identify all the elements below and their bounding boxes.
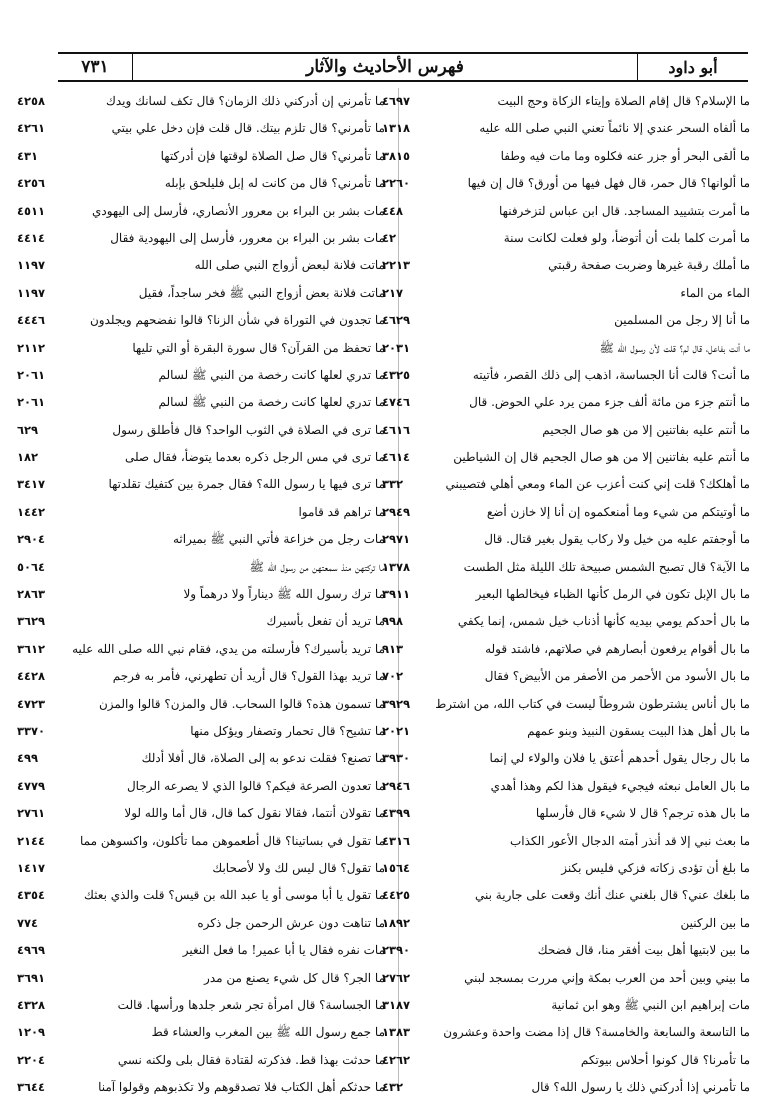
index-entry (382, 307, 750, 334)
hadith-number: ٤٣٢٨ (17, 997, 46, 1012)
hadith-text: ما تشيح؟ قال تحمار وتصفار ويؤكل منها (190, 723, 385, 738)
hadith-text: مات نفره فقال يا أبا عمير! ما فعل النغير (182, 943, 385, 958)
hadith-text: ما التاسعة والسابعة والخامسة؟ قال إذا مضت واحدة وعشرون (443, 1025, 750, 1040)
hadith-number: ٤٢٦٢ (382, 1052, 411, 1067)
index-entry (382, 608, 750, 635)
hadith-number: ٥٠٦٤ (17, 559, 46, 574)
hadith-number: ٢٢٠٤ (17, 1052, 46, 1067)
hadith-text: ما أهلكك؟ قلت إني كنت أعزب عن الماء ومعي أهلي فتصيبني (445, 477, 750, 492)
hadith-text: ما تقول يا أبا موسى أو يا عبد الله بن قيس؟ قلت والذي بعثك (84, 888, 385, 903)
hadith-number: ٩١٣ (382, 641, 404, 656)
hadith-number: ٤٦١٤ (382, 450, 411, 465)
index-entry (17, 1074, 385, 1101)
book-name: أبو داود (637, 54, 748, 80)
hadith-text: ما تأمرني إن أدركني ذلك الزمان؟ قال تكف لسانك ويدك (105, 94, 385, 108)
index-entry (382, 417, 750, 444)
index-entry (17, 855, 385, 882)
hadith-text: ما أملك رقبة غيرها وضربت صفحة رقبتي (548, 258, 750, 273)
index-entry (17, 554, 385, 581)
hadith-text: ما تصنع؟ فقلت ندعو به إلى الصلاة، قال أفلا أدلك (141, 751, 385, 766)
hadith-text: ما بال أناس يشترطون شروطاً ليست في كتاب الله، من اشترط (435, 696, 750, 711)
hadith-number: ٢٩٠٤ (17, 532, 46, 547)
hadith-text: ما تأمرني؟ قال تلزم بيتك. قال قلت فإن دخل علي بيتي (111, 121, 385, 136)
hadith-number: ٤٢٦١ (17, 121, 46, 136)
hadith-text: الماء من الماء (680, 285, 750, 300)
index-entry (17, 992, 385, 1019)
hadith-number: ٢١١٢ (17, 340, 46, 355)
index-entry (382, 252, 750, 279)
index-entry (17, 663, 385, 690)
hadith-number: ٤٧٧٩ (17, 778, 46, 793)
page-number: ٧٣١ (58, 54, 133, 80)
hadith-text: مات بشر بن البراء بن معرور الأنصاري، فأرسل إلى اليهودي (91, 203, 385, 218)
hadith-text: ما بال هذه ترجم؟ قال لا شيء قال فأرسلها (535, 806, 750, 821)
hadith-number: ٤٧٤٦ (382, 395, 411, 410)
index-entry (17, 965, 385, 992)
index-entry (382, 965, 750, 992)
index-entry (382, 389, 750, 416)
hadith-text: ما بال رجال يقول أحدهم أعتق يا فلان والولاء لي إنما (489, 751, 750, 766)
hadith-text: ما أوتيتكم من شيء وما أمنعكموه إن أنا إلا خازن أضع (486, 504, 750, 519)
hadith-text: ما بيني وبين أحد من العرب بمكة وإني مررت بمسجد لبني (464, 970, 750, 985)
hadith-number: ٦٢٩ (17, 422, 39, 437)
hadith-number: ٢٠٦١ (17, 367, 46, 382)
hadith-number: ١٣١٨ (382, 121, 411, 136)
hadith-number: ٤٢ (382, 230, 397, 245)
index-entry (382, 1019, 750, 1046)
hadith-number: ٤٦١٦ (382, 422, 411, 437)
hadith-number: ٣٩٣٠ (382, 751, 411, 766)
hadith-text: ما تأمرنا؟ قال كونوا أحلاس بيوتكم (580, 1052, 750, 1067)
hadith-text: ما ترى فيها يا رسول الله؟ فقال جمرة بين كتفيك تقلدتها (108, 477, 385, 492)
hadith-number: ٣٦٢٩ (17, 614, 46, 629)
index-entry (17, 471, 385, 498)
index-entry (17, 444, 385, 471)
index-entry (382, 280, 750, 307)
index-entry (382, 198, 750, 225)
hadith-text: ما بال الإبل تكون في الرمل كأنها الظباء فيخالطها البعير (475, 587, 750, 602)
hadith-number: ٢١٧ (382, 285, 404, 300)
hadith-text: ما بلغ أن تؤدى زكاته فزكي فليس بكنز (561, 860, 750, 875)
hadith-number: ٤٢٥٨ (17, 94, 46, 108)
index-entry (382, 745, 750, 772)
index-entry (382, 855, 750, 882)
hadith-text: ما تريد أن تفعل بأسيرك (266, 614, 385, 629)
hadith-text: ما ألوانها؟ قال حمر، قال فهل فيها من أورق؟ قال إن فيها (467, 176, 750, 191)
index-entry (17, 362, 385, 389)
hadith-number: ٢٠٦١ (17, 395, 46, 410)
hadith-text: ماتت فلانة بعض أزواج النبي ﷺ فخر ساجداً، فقيل (138, 285, 385, 300)
index-entry (382, 88, 750, 115)
hadith-number: ٤٤١٤ (17, 230, 46, 245)
hadith-number: ٤٤٨ (382, 203, 404, 218)
hadith-text: ما تريد بهذا القول؟ قال أريد أن تطهرني، فأمر به فرجم (112, 669, 385, 684)
hadith-text: ما تجدون في التوراة في شأن الزنا؟ قالوا نفضحهم ويجلدون (89, 313, 385, 328)
hadith-number: ٤٥١١ (17, 203, 46, 218)
hadith-number: ٣٦١٢ (17, 641, 46, 656)
hadith-text: ما تركتهن منذ سمعتهن من رسول الله ﷺ (249, 559, 385, 574)
index-entry (17, 937, 385, 964)
index-entry (17, 691, 385, 718)
hadith-number: ٤٣٢٥ (382, 367, 411, 382)
hadith-text: ما حدثت بهذا قط. فذكرته لقتادة فقال بلى ولكنه نسي (117, 1052, 385, 1067)
hadith-number: ٤٤٤٦ (17, 313, 46, 328)
index-entry (382, 335, 750, 362)
index-entry (382, 471, 750, 498)
hadith-number: ١٣٨٣ (382, 1025, 411, 1040)
hadith-number: ٤٤٢٥ (382, 888, 411, 903)
index-entry (382, 691, 750, 718)
hadith-text: ما أنتم عليه بفاتنين إلا من هو صال الجحيم قال إن الشياطين (453, 450, 750, 465)
index-entry (17, 389, 385, 416)
hadith-text: ما بال الأسود من الأحمر من الأصفر من الأبيض؟ فقال (484, 669, 750, 684)
hadith-text: ما تعدون الصرعة فيكم؟ قالوا الذي لا يصرعه الرجال (126, 778, 385, 793)
index-entry (382, 992, 750, 1019)
hadith-text: ما تناهت دون عرش الرحمن جل ذكره (197, 915, 385, 930)
hadith-text: ما ألفاه السحر عندي إلا نائماً تعني النبي صلى الله عليه (479, 121, 750, 136)
hadith-text: ما ترى في مس الرجل ذكره بعدما يتوضأ، فقال صلى (124, 450, 385, 465)
hadith-text: ما بال أحدكم يومي بيديه كأنها أذناب خيل شمس، إنما يكفي (457, 614, 750, 629)
hadith-text: مات بشر بن البراء بن معرور، فأرسل إلى اليهودية فقال (110, 230, 385, 245)
index-entry (17, 252, 385, 279)
hadith-text: ما الإسلام؟ قال إقام الصلاة وإيتاء الزكاة وحج البيت (497, 94, 750, 108)
hadith-text: ما أنتم جزء من مائة ألف جزء ممن يرد علي الحوض. قال (469, 395, 750, 410)
hadith-number: ٣٨١٥ (382, 148, 411, 163)
index-entry (382, 800, 750, 827)
index-entry (382, 882, 750, 909)
hadith-number: ٣٩٢٩ (382, 696, 411, 711)
index-entry (17, 773, 385, 800)
index-entry (17, 581, 385, 608)
index-entry (382, 663, 750, 690)
hadith-number: ٢٧٦١ (17, 806, 46, 821)
index-entry (382, 910, 750, 937)
index-entry (382, 499, 750, 526)
hadith-text: ما تأمرني؟ قال من كانت له إبل فليلحق بإبله (164, 176, 385, 191)
hadith-number: ١٨٢ (17, 450, 39, 465)
hadith-number: ٤٧٢٣ (17, 696, 46, 711)
hadith-number: ١١٩٧ (17, 258, 46, 273)
hadith-text: ما تقولان أنتما، فقالا نقول كما قال، قال أما والله لولا (124, 806, 385, 821)
index-entry (17, 143, 385, 170)
hadith-text: ما أمرت بتشييد المساجد. قال ابن عباس لتزخرفنها (499, 203, 750, 218)
hadith-number: ١٤١٧ (17, 860, 46, 875)
hadith-text: ما تريد بأسيرك؟ فأرسلته من يدي، فقام نبي الله صلى الله عليه (72, 641, 385, 656)
hadith-number: ٤٦٩٧ (382, 94, 411, 108)
hadith-text: ما تأمرني؟ قال صل الصلاة لوقتها فإن أدركتها (160, 148, 385, 163)
hadith-text: ما بعث نبي إلا قد أنذر أمته الدجال الأعور الكذاب (509, 833, 750, 848)
hadith-text: ما تأمرني إذا أدركني ذلك يا رسول الله؟ قال (531, 1080, 750, 1095)
hadith-text: ما أوجفتم عليه من خيل ولا ركاب يقول بغير قتال. قال (484, 532, 750, 547)
hadith-text: ما تدري لعلها كانت رخصة من النبي ﷺ لسالم (158, 367, 385, 382)
index-entry (382, 937, 750, 964)
hadith-text: ما الجر؟ قال كل شيء يصنع من مدر (204, 970, 385, 985)
index-entry (382, 1074, 750, 1101)
hadith-text: ما بلغك عني؟ قال بلغني عنك أنك وقعت على جارية بني (475, 888, 750, 903)
hadith-number: ١٥٦٤ (382, 860, 411, 875)
index-entry (17, 170, 385, 197)
index-entry (17, 828, 385, 855)
index-entry (382, 170, 750, 197)
hadith-number: ٣٤١٧ (17, 477, 46, 492)
hadith-text: ما بال أهل هذا البيت يسقون النبيذ وبنو عمهم (527, 723, 750, 738)
index-entry (382, 1047, 750, 1074)
hadith-number: ٢٩٤٩ (382, 504, 411, 519)
right-column (382, 88, 750, 1101)
hadith-number: ٤٦٢٩ (382, 313, 411, 328)
index-entry (17, 910, 385, 937)
index-entry (382, 143, 750, 170)
hadith-text: ما أنت بفاعل، قال لم؟ قلت لأن رسول الله ﷺ (599, 340, 750, 355)
hadith-text: ما تراهم قد قاموا (298, 504, 385, 519)
hadith-number: ٢٠٣١ (382, 340, 411, 355)
index-entry (17, 335, 385, 362)
hadith-number: ٣٣٧٠ (17, 723, 46, 738)
hadith-number: ١١٩٧ (17, 285, 46, 300)
hadith-number: ٤٢٥٦ (17, 176, 46, 191)
hadith-text: ما أنت؟ قالت أنا الجساسة، اذهب إلى ذلك القصر، فأتيته (472, 367, 750, 382)
index-entry (17, 882, 385, 909)
hadith-number: ٤٣٢ (382, 1080, 404, 1095)
hadith-number: ١٤٤٢ (17, 504, 46, 519)
hadith-text: مات رجل من خزاعة فأتي النبي ﷺ بميراثه (172, 532, 385, 547)
hadith-text: ما ألقى البحر أو جزر عنه فكلوه وما مات فيه وطفا (500, 148, 750, 163)
index-entry (382, 362, 750, 389)
hadith-number: ٢٧٦٢ (382, 970, 411, 985)
index-entry (382, 554, 750, 581)
index-entry (17, 499, 385, 526)
hadith-text: ما الآية؟ قال تصبح الشمس صبيحة تلك الليلة مثل الطست (463, 559, 750, 574)
index-entry (382, 773, 750, 800)
hadith-number: ٣٩١١ (382, 587, 411, 602)
index-entry (17, 526, 385, 553)
index-entry (382, 636, 750, 663)
hadith-number: ٤٩٦٩ (17, 943, 46, 958)
hadith-text: ما تقول؟ قال ليس لك ولا لأصحابك (212, 860, 385, 875)
hadith-text: ما حدثكم أهل الكتاب فلا تصدقوهم ولا تكذبوهم وقولوا آمنا (98, 1080, 385, 1095)
hadith-text: ما ترك رسول الله ﷺ ديناراً ولا درهماً ولا (183, 587, 385, 602)
hadith-text: ما أنا إلا رجل من المسلمين (614, 313, 750, 328)
index-entry (17, 1019, 385, 1046)
hadith-text: ما تحفظ من القرآن؟ قال سورة البقرة أو التي تليها (132, 340, 385, 355)
index-entry (382, 828, 750, 855)
hadith-number: ٧٧٤ (17, 915, 39, 930)
hadith-number: ٤٣٥٤ (17, 888, 46, 903)
hadith-number: ١٣٧٨ (382, 559, 411, 574)
hadith-number: ٣٦٩١ (17, 970, 46, 985)
index-entry (17, 88, 385, 115)
hadith-text: ما جمع رسول الله ﷺ بين المغرب والعشاء قط (151, 1025, 385, 1040)
hadith-number: ٤٤٢٨ (17, 669, 46, 684)
hadith-number: ١٨٩٢ (382, 915, 411, 930)
hadith-text: ما ترى في الصلاة في الثوب الواحد؟ قال فأطلق رسول (112, 422, 385, 437)
hadith-number: ٢٢٦٠ (382, 176, 411, 191)
hadith-number: ٣٣٢ (382, 477, 404, 492)
hadith-text: ما بين لابتيها أهل بيت أفقر منا، قال فضحك (537, 943, 750, 958)
index-entry (17, 1047, 385, 1074)
hadith-number: ٤٣١٦ (382, 833, 411, 848)
index-entry (17, 198, 385, 225)
hadith-number: ٤٣٩٩ (382, 806, 411, 821)
hadith-text: ما أمرت كلما بلت أن أتوضأ، ولو فعلت لكانت سنة (503, 230, 750, 245)
index-entry (382, 581, 750, 608)
hadith-number: ٢٢١٣ (382, 258, 411, 273)
hadith-number: ٣٦٤٤ (17, 1080, 46, 1095)
hadith-number: ٤٣١ (17, 148, 39, 163)
index-entry (17, 718, 385, 745)
left-column (17, 88, 385, 1101)
hadith-text: ما أنتم عليه بفاتنين إلا من هو صال الجحيم (542, 422, 750, 437)
index-entry (382, 526, 750, 553)
hadith-text: ما الجساسة؟ قال امرأة تجر شعر جلدها ورأسها. قالت (117, 997, 385, 1012)
hadith-text: ما بين الركنين (680, 915, 750, 930)
hadith-text: ماتت فلانة لبعض أزواج النبي صلى الله (194, 258, 385, 273)
index-entry (382, 444, 750, 471)
hadith-number: ٢٨٦٣ (17, 587, 46, 602)
hadith-text: ما بال العامل نبعثه فيجيء فيقول هذا لكم وهذا أهدي (490, 778, 750, 793)
hadith-text: ما بال أقوام يرفعون أبصارهم في صلاتهم، فاشتد قوله (485, 641, 750, 656)
hadith-number: ٢٣٩٠ (382, 943, 411, 958)
index-entry (17, 745, 385, 772)
index-entry (17, 800, 385, 827)
index-entry (17, 636, 385, 663)
hadith-number: ٢١٤٤ (17, 833, 46, 848)
hadith-number: ١٢٠٩ (17, 1025, 46, 1040)
page-header (58, 52, 748, 82)
hadith-number: ٣١٨٧ (382, 997, 411, 1012)
index-entry (17, 307, 385, 334)
hadith-number: ٩٩٨ (382, 614, 404, 629)
hadith-number: ٤٩٩ (17, 751, 39, 766)
index-entry (382, 225, 750, 252)
hadith-number: ٢٠٢١ (382, 723, 411, 738)
index-entry (17, 115, 385, 142)
index-entry (382, 115, 750, 142)
index-entry (17, 280, 385, 307)
index-entry (17, 225, 385, 252)
hadith-text: ما تدري لعلها كانت رخصة من النبي ﷺ لسالم (158, 395, 385, 410)
hadith-text: مات إبراهيم ابن النبي ﷺ وهو ابن ثمانية (551, 997, 750, 1012)
hadith-text: ما تسمون هذه؟ قالوا السحاب. قال والمزن؟ قالوا والمزن (98, 696, 385, 711)
hadith-number: ٢٩٤٦ (382, 778, 411, 793)
index-entry (17, 608, 385, 635)
index-entry (17, 417, 385, 444)
hadith-text: ما تقول في بساتينا؟ قال أطعموهن مما تأكلون، واكسوهن مما (80, 833, 385, 848)
hadith-number: ٢٩٧١ (382, 532, 411, 547)
index-entry (382, 718, 750, 745)
hadith-number: ٧٠٢ (382, 669, 404, 684)
page-title: فهرس الأحاديث والآثار (306, 57, 464, 77)
